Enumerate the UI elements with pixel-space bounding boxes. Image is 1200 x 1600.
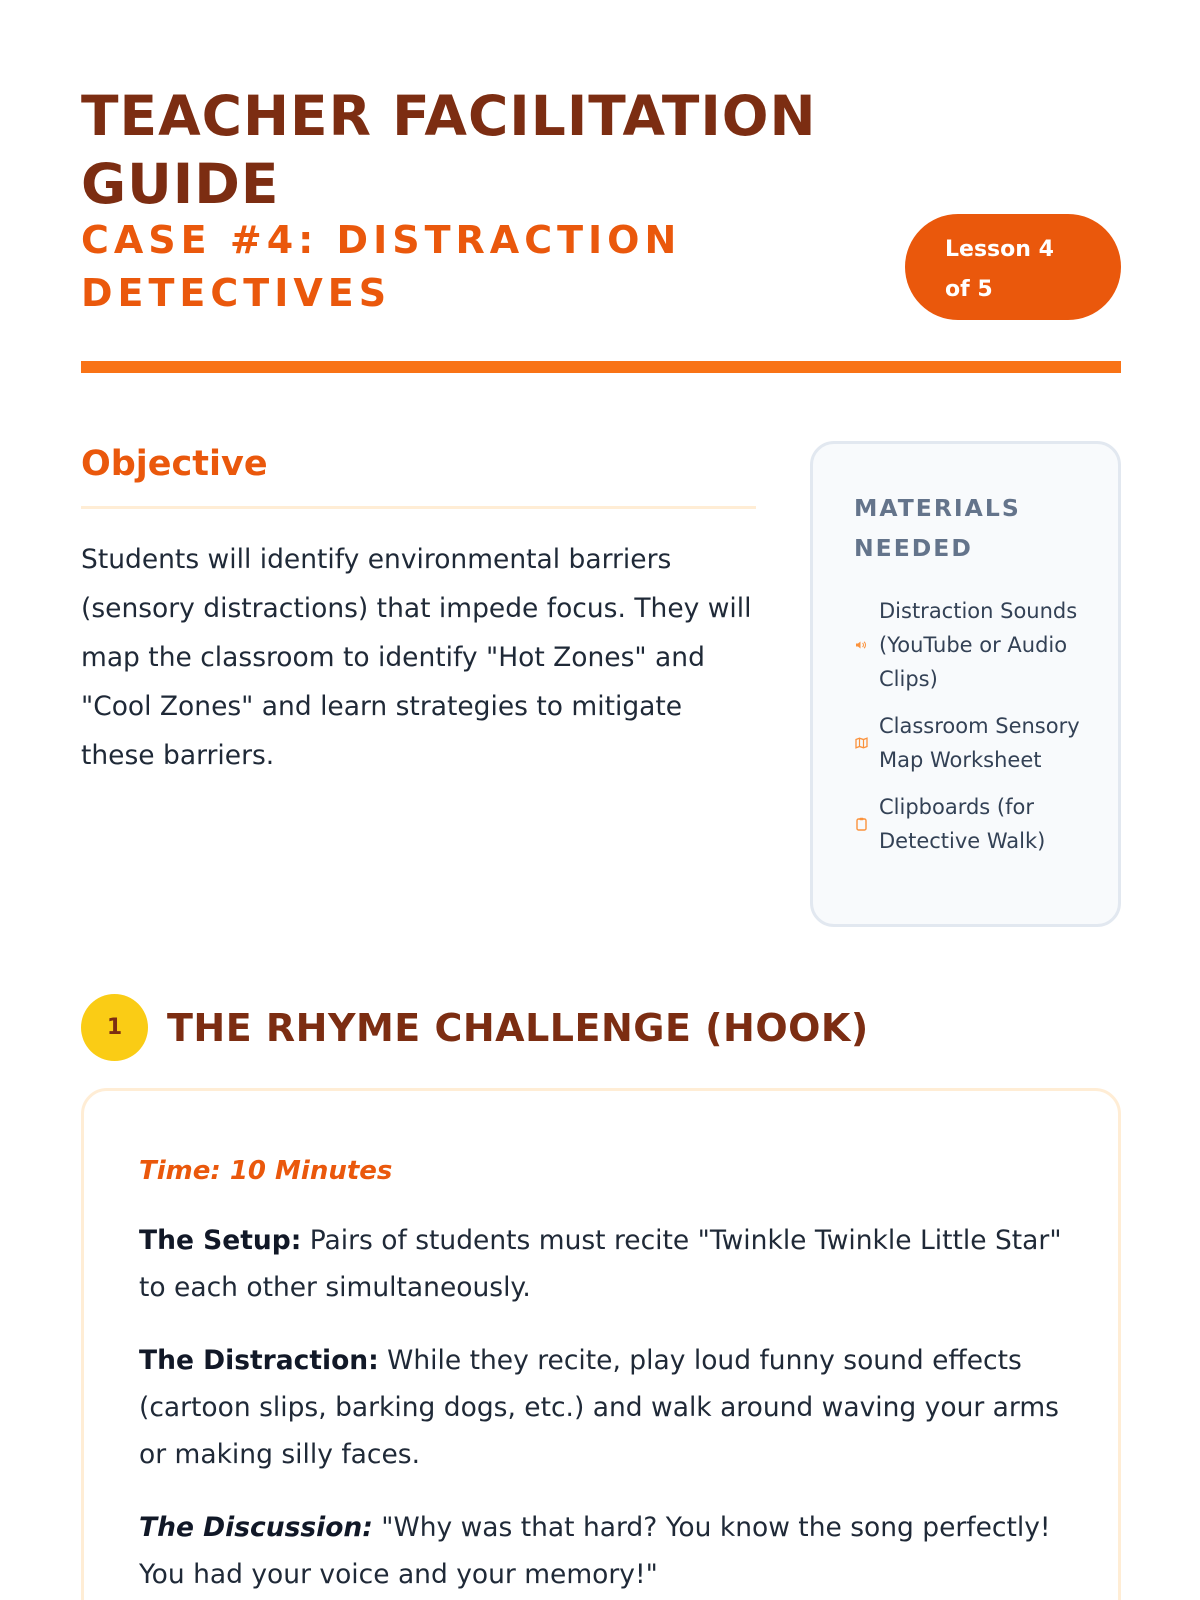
case-subtitle: CASE #4: DISTRACTION DETECTIVES bbox=[81, 218, 682, 315]
discussion-text: "Why was that hard? You know the song perfectly! You had your voice and your memory!" bbox=[139, 1512, 1051, 1590]
list-item bbox=[854, 709, 1098, 777]
setup-paragraph bbox=[139, 1217, 1069, 1311]
discussion-paragraph bbox=[139, 1504, 1069, 1598]
clipboard-icon bbox=[854, 817, 868, 831]
setup-text: Pairs of students must recite "Twinkle Twinkle Little Star" to each other simultaneously. bbox=[139, 1225, 1062, 1303]
material-label: Distraction Sounds (YouTube or Audio Clips) bbox=[879, 599, 1078, 691]
lesson-badge: Lesson 4 of 5 bbox=[905, 214, 1121, 320]
guide-page bbox=[81, 0, 1121, 1600]
distraction-text: While they recite, play loud funny sound effects (cartoon slips, barking dogs, etc.) and walk around waving your arms or making silly faces. bbox=[139, 1345, 1059, 1470]
materials-list bbox=[854, 594, 1098, 858]
material-label: Classroom Sensory Map Worksheet bbox=[879, 714, 1080, 772]
objective-heading: Objective bbox=[81, 444, 268, 484]
header-divider bbox=[81, 361, 1121, 373]
step-title: THE RHYME CHALLENGE (HOOK) bbox=[167, 1006, 869, 1050]
objective-divider bbox=[81, 506, 756, 509]
list-item bbox=[854, 790, 1098, 858]
materials-panel bbox=[810, 441, 1121, 927]
page-title: TEACHER FACILITATION GUIDE bbox=[81, 84, 817, 216]
materials-title: MATERIALS NEEDED bbox=[854, 494, 1021, 562]
step-card bbox=[81, 1088, 1121, 1600]
setup-label: The Setup: bbox=[139, 1225, 302, 1256]
discussion-label: The Discussion: bbox=[139, 1512, 373, 1543]
step-number-badge: 1 bbox=[81, 994, 148, 1061]
audio-icon bbox=[854, 638, 868, 652]
material-label: Clipboards (for Detective Walk) bbox=[879, 795, 1046, 853]
list-item bbox=[854, 594, 1098, 696]
step-time: Time: 10 Minutes bbox=[139, 1156, 393, 1186]
distraction-paragraph bbox=[139, 1337, 1069, 1478]
objective-text: Students will identify environmental barriers (sensory distractions) that impede focus. They will map the classroom to identify "Hot Zones" and "Cool Zones" and learn strategies to mitigate these barriers. bbox=[81, 544, 752, 771]
distraction-label: The Distraction: bbox=[139, 1345, 379, 1376]
map-icon bbox=[854, 736, 868, 750]
